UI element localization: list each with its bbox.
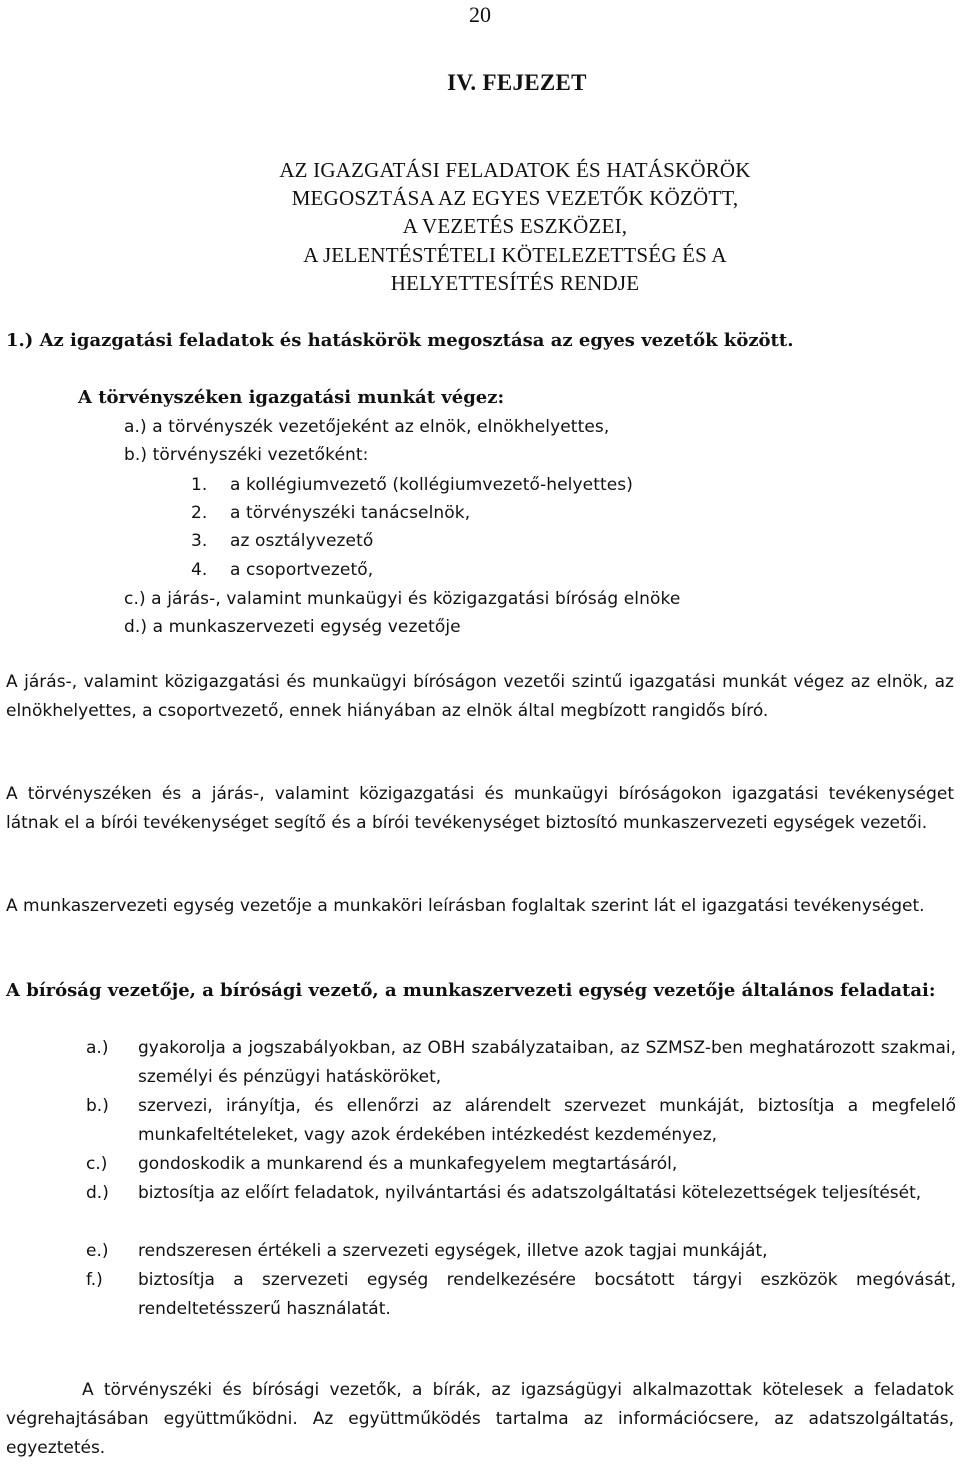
duties-heading: A bíróság vezetője, a bírósági vezető, a munkaszervezeti egység vezetője általános feladatai: [6, 980, 936, 1001]
duty-item [86, 1179, 956, 1237]
title-line-2: MEGOSZTÁSA AZ EGYES VEZETŐK KÖZÖTT, [291, 186, 739, 210]
duty-mark: d.) [86, 1183, 109, 1203]
list-b-num-4: 4. [191, 560, 208, 580]
list-b-num-2: 2. [191, 503, 208, 523]
paragraph-3: A munkaszervezeti egység vezetője a munkaköri leírásban foglaltak szerint lát el igazgatási tevékenységet. [6, 896, 925, 916]
duty-item [86, 1266, 956, 1324]
paragraph-4: A törvényszéki és bírósági vezetők, a bírák, az igazságügyi alkalmazottak kötelesek a feladatok végrehajtásában együttműködni. Az együttműködés tartalma az információcsere, az adatszolgáltatás, egyeztetés. [6, 1380, 954, 1458]
duty-mark: b.) [86, 1096, 109, 1116]
duty-text: biztosítja a szervezeti egység rendelkezésére bocsátott tárgyi eszközök megóvását, rendeltetésszerű használatát. [138, 1270, 956, 1319]
duty-mark: f.) [86, 1270, 103, 1290]
paragraph-1: A járás-, valamint közigazgatási és munkaügyi bíróságon vezetői szintű igazgatási munkát végez az elnök, az elnökhelyettes, a csoportvezető, ennek hiányában az elnök által megbízott rangidős bíró. [6, 672, 954, 721]
duty-text: gondoskodik a munkarend és a munkafegyelem megtartásáról, [138, 1154, 678, 1174]
page-number: 20 [469, 2, 491, 27]
title-line-4: A JELENTÉSTÉTELI KÖTELEZETTSÉG ÉS A [303, 243, 727, 267]
title-line-3: A VEZETÉS ESZKÖZEI, [402, 214, 628, 238]
list-item-a: a.) a törvényszék vezetőjeként az elnök, elnökhelyettes, [124, 417, 610, 437]
duty-item [86, 1092, 956, 1150]
list-b-text-1: a kollégiumvezető (kollégiumvezető-helyettes) [230, 475, 633, 495]
section-heading: 1.) Az igazgatási feladatok és hatáskörök megosztása az egyes vezetők között. [6, 330, 794, 351]
duty-mark: a.) [86, 1038, 109, 1058]
duty-mark: e.) [86, 1241, 109, 1261]
list-b-num-1: 1. [191, 475, 208, 495]
subheading: A törvényszéken igazgatási munkát végez: [78, 387, 505, 408]
duty-text: rendszeresen értékeli a szervezeti egységek, illetve azok tagjai munkáját, [138, 1241, 768, 1261]
list-item-c: c.) a járás-, valamint munkaügyi és közigazgatási bíróság elnöke [124, 589, 681, 609]
duty-mark: c.) [86, 1154, 108, 1174]
title-line-5: HELYETTESÍTÉS RENDJE [390, 271, 640, 295]
duty-text: biztosítja az előírt feladatok, nyilvántartási és adatszolgáltatási kötelezettségek teljesítését, [138, 1183, 922, 1203]
title-line-1: AZ IGAZGATÁSI FELADATOK ÉS HATÁSKÖRÖK [279, 158, 751, 182]
list-item-d: d.) a munkaszervezeti egység vezetője [124, 617, 461, 637]
duty-text: szervezi, irányítja, és ellenőrzi az alárendelt szervezet munkáját, biztosítja a megfelelő munkafeltételeket, vagy azok érdekében intézkedést kezdeményez, [138, 1096, 956, 1145]
list-item-b: b.) törvényszéki vezetőként: [124, 445, 369, 465]
duty-text: gyakorolja a jogszabályokban, az OBH szabályzataiban, az SZMSZ-ben meghatározott szakmai, személyi és pénzügyi hatásköröket, [138, 1038, 956, 1087]
duty-item [86, 1150, 956, 1179]
list-b-num-3: 3. [191, 531, 208, 551]
list-b-text-3: az osztályvezető [230, 531, 374, 551]
list-b-text-2: a törvényszéki tanácselnök, [230, 503, 471, 523]
duty-item [86, 1237, 956, 1266]
paragraph-2: A törvényszéken és a járás-, valamint közigazgatási és munkaügyi bíróságokon igazgatási tevékenységet látnak el a bírói tevékenységet segítő és a bírói tevékenységet biztosító munkaszervezeti egységek vezetői. [6, 784, 954, 833]
list-b-text-4: a csoportvezető, [230, 560, 374, 580]
duty-item [86, 1034, 956, 1092]
chapter-heading: IV. FEJEZET [447, 70, 587, 95]
